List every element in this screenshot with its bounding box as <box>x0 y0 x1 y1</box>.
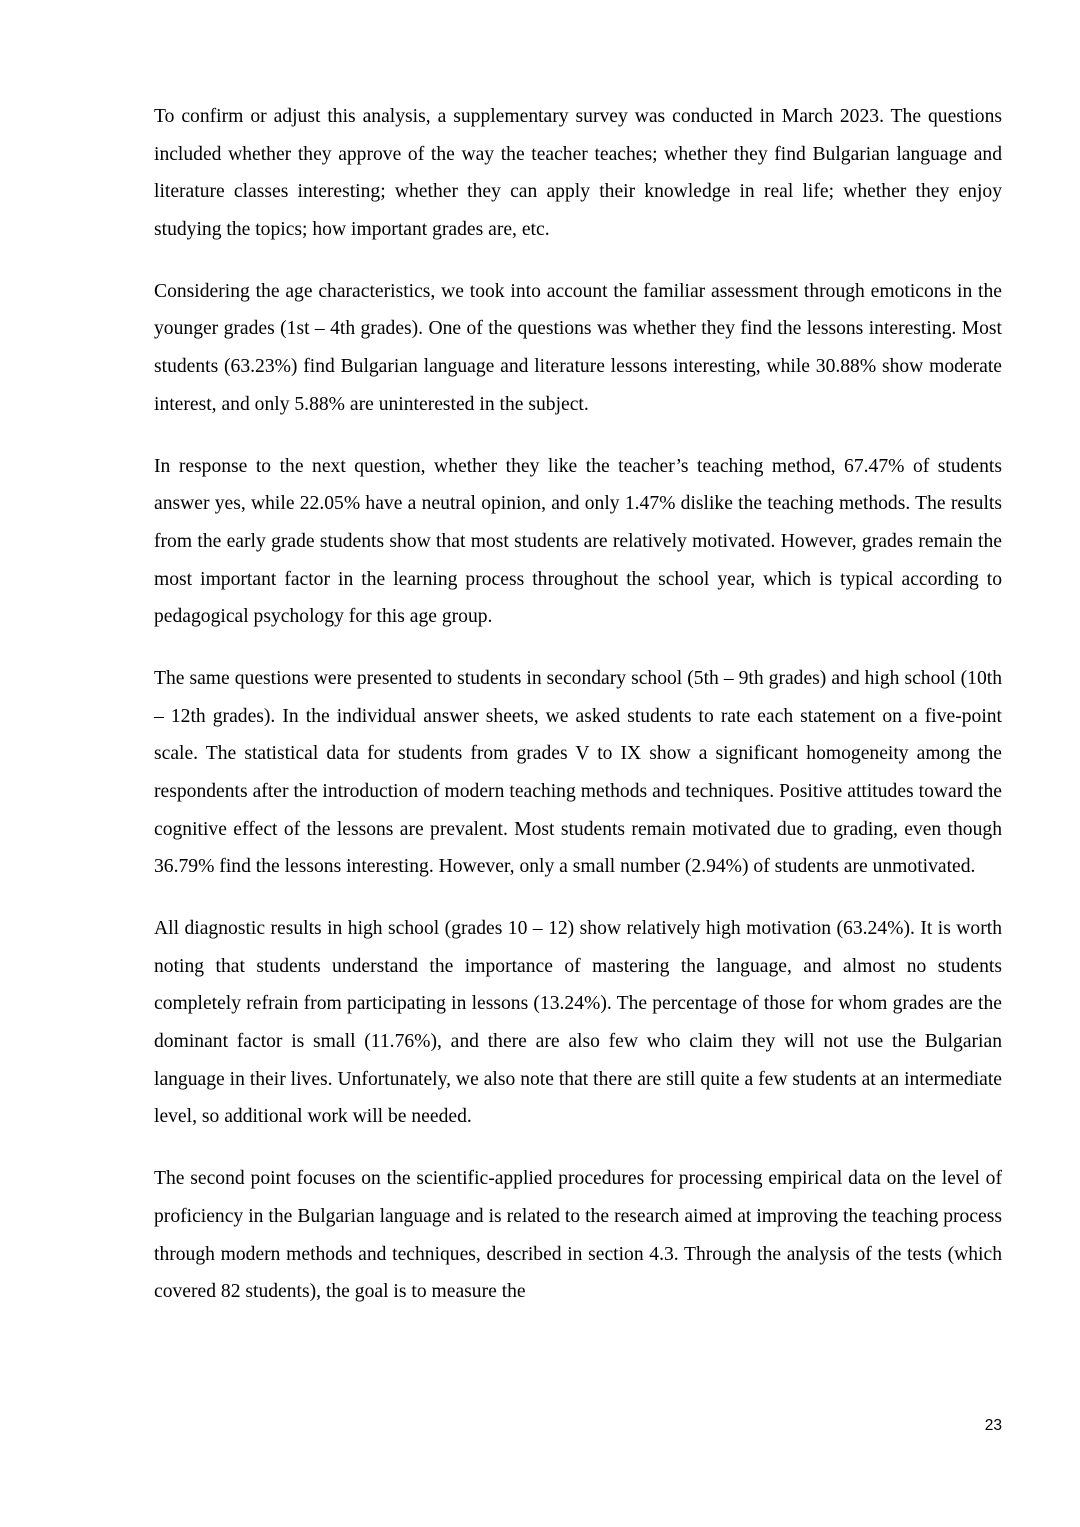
body-text <box>154 98 1002 1311</box>
paragraph-survey-intro: To confirm or adjust this analysis, a supplementary survey was conducted in March 2023. The questions included whether they approve of the way the teacher teaches; whether they find Bulgarian language and literature classes interesting; whether they can apply their knowledge in real life; whether they enjoy studying the topics; how important grades are, etc. <box>154 106 1002 240</box>
paragraph-empirical-data: The second point focuses on the scientific-applied procedures for processing empirical data on the level of proficiency in the Bulgarian language and is related to the research aimed at improving the teaching process through modern methods and techniques, described in section 4.3. Through the analysis of the tests (which covered 82 students), the goal is to measure the <box>154 1168 1002 1303</box>
paragraph-younger-grades: Considering the age characteristics, we took into account the familiar assessment through emoticons in the younger grades (1st – 4th grades). One of the questions was whether they find the lessons interesting. Most students (63.23%) find Bulgarian language and literature lessons interesting, while 30.88% show moderate interest, and only 5.88% are uninterested in the subject. <box>154 280 1002 415</box>
paragraph-teaching-method: In response to the next question, whether they like the teacher’s teaching method, 67.47% of students answer yes, while 22.05% have a neutral opinion, and only 1.47% dislike the teaching methods. The results from the early grade students show that most students are relatively motivated. However, grades remain the most important factor in the learning process throughout the school year, which is typical according to pedagogical psychology for this age group. <box>154 455 1002 628</box>
page-number: 23 <box>984 1417 1002 1434</box>
paragraph-high-school: All diagnostic results in high school (grades 10 – 12) show relatively high motivation (63.24%). It is worth noting that students understand the importance of mastering the language, and almost no students completely refrain from participating in lessons (13.24%). The percentage of those for whom grades are the dominant factor is small (11.76%), and there are also few who claim they will not use the Bulgarian language in their lives. Unfortunately, we also note that there are still quite a few students at an intermediate level, so additional work will be needed. <box>154 918 1002 1128</box>
paragraph-secondary-school: The same questions were presented to students in secondary school (5th – 9th grades) and high school (10th – 12th grades). In the individual answer sheets, we asked students to rate each statement on a five-point scale. The statistical data for students from grades V to IX show a significant homogeneity among the respondents after the introduction of modern teaching methods and techniques. Positive attitudes toward the cognitive effect of the lessons are prevalent. Most students remain motivated due to grading, even though 36.79% find the lessons interesting. However, only a small number (2.94%) of students are unmotivated. <box>154 668 1002 878</box>
